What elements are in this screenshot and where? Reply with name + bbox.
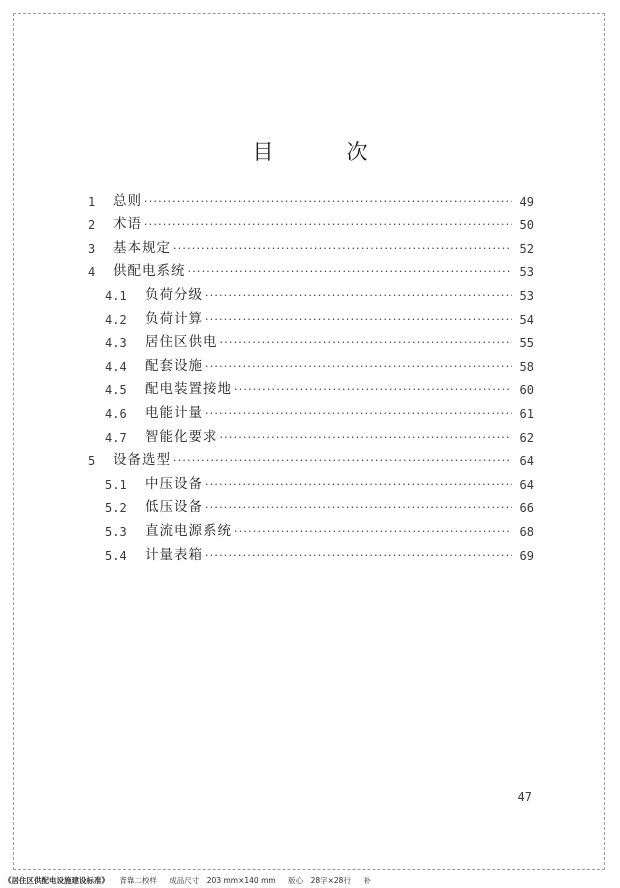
toc-entry[interactable] [88,185,534,209]
toc-entry-label: 设备选型 [113,452,171,469]
dot-leader [173,454,512,468]
dot-leader [173,242,512,256]
toc-entry-number: 4.3 [105,336,127,351]
dot-leader [144,195,512,209]
toc-entry-label: 中压设备 [145,475,203,492]
toc-entry-page: 68 [519,524,534,539]
toc-entry-page: 61 [519,406,534,421]
toc-entry[interactable] [88,515,534,539]
toc-entry-page: 58 [519,359,534,374]
table-of-contents [88,185,534,563]
toc-entry-page: 60 [519,383,534,398]
toc-entry-number: 4.7 [105,430,127,445]
toc-entry-number: 5.3 [105,524,127,539]
toc-entry-number: 4.5 [105,383,127,398]
toc-entry-number: 1 [88,194,96,209]
toc-entry-number: 5.1 [105,477,127,492]
toc-entry[interactable] [88,492,534,516]
toc-entry-label: 低压设备 [145,499,203,516]
toc-entry-number: 4.2 [105,312,127,327]
toc-entry-label: 总则 [113,192,142,209]
dot-leader [220,336,513,350]
page-number: 47 [517,790,532,804]
toc-entry-page: 64 [519,454,534,469]
footer-type-area: 版心 28字×28行 [288,876,351,885]
toc-entry-label: 负荷计算 [145,310,203,327]
toc-entry-page: 53 [519,265,534,280]
dot-leader [234,525,512,539]
footer-trim-size: 成品尺寸 203 mm×140 mm [169,876,276,885]
toc-entry[interactable] [88,303,534,327]
toc-entry[interactable] [88,327,534,351]
dot-leader [220,431,513,445]
toc-entry-number: 2 [88,218,96,233]
dot-leader [205,360,512,374]
toc-entry-page: 62 [519,430,534,445]
toc-entry[interactable] [88,256,534,280]
toc-entry-number: 5.2 [105,501,127,516]
footer-proof-stage: 背靠二校样 [119,876,157,885]
toc-entry-number: 4.4 [105,359,127,374]
toc-entry[interactable] [88,445,534,469]
toc-entry-number: 5.4 [105,548,127,563]
toc-entry-page: 50 [519,218,534,233]
toc-entry-label: 供配电系统 [113,263,186,280]
toc-entry-page: 54 [519,312,534,327]
toc-entry-label: 基本规定 [113,239,171,256]
toc-entry-label: 直流电源系统 [145,522,232,539]
toc-entry[interactable] [88,374,534,398]
toc-entry[interactable] [88,350,534,374]
toc-entry-number: 4 [88,265,96,280]
toc-entry-page: 69 [519,548,534,563]
dot-leader [205,313,512,327]
page-title: 目 次 [252,140,394,164]
toc-entry-label: 配电装置接地 [145,381,232,398]
dot-leader [205,549,512,563]
toc-entry-page: 53 [519,288,534,303]
dot-leader [205,478,512,492]
dot-leader [205,501,512,515]
toc-entry-label: 负荷分级 [145,286,203,303]
toc-entry-page: 52 [519,241,534,256]
dot-leader [205,407,512,421]
footer-note: 补 [363,876,371,885]
toc-entry-page: 66 [519,501,534,516]
toc-entry[interactable] [88,397,534,421]
toc-entry-number: 5 [88,454,96,469]
toc-entry-label: 术语 [113,216,142,233]
toc-entry-number: 4.6 [105,406,127,421]
dot-leader [188,265,513,279]
toc-entry-label: 电能计量 [145,404,203,421]
print-footer [4,875,381,886]
toc-entry-label: 智能化要求 [145,428,218,445]
dot-leader [234,383,512,397]
toc-entry-page: 55 [519,336,534,351]
toc-entry-number: 4.1 [105,288,127,303]
toc-entry-number: 3 [88,241,96,256]
toc-entry[interactable] [88,468,534,492]
toc-entry[interactable] [88,421,534,445]
toc-entry[interactable] [88,209,534,233]
toc-entry-page: 49 [519,194,534,209]
toc-entry-label: 配套设施 [145,357,203,374]
toc-entry-label: 计量表箱 [145,546,203,563]
toc-entry[interactable] [88,539,534,563]
toc-entry-label: 居住区供电 [145,334,218,351]
dot-leader [144,218,512,232]
toc-entry[interactable] [88,232,534,256]
toc-entry-page: 64 [519,477,534,492]
footer-book-title: 《居住区供配电设施建设标准》 [4,876,109,885]
dot-leader [205,289,512,303]
toc-entry[interactable] [88,279,534,303]
